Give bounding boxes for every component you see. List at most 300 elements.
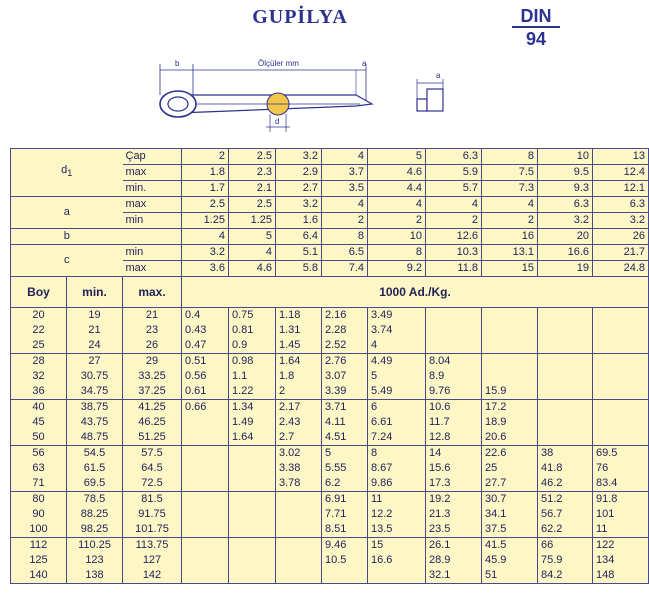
- weight-cell: [482, 308, 538, 324]
- weight-cell: 15.9: [482, 384, 538, 400]
- spec-value: 2.7: [276, 181, 322, 197]
- weight-cell: 14: [426, 446, 482, 462]
- weight-cell: [593, 384, 649, 400]
- table-row: [11, 553, 649, 568]
- spec-symbol: c: [64, 254, 70, 266]
- weight-cell: [322, 568, 368, 584]
- spec-row-name: [123, 229, 182, 245]
- spec-label-d1: [11, 149, 123, 197]
- dimension-table: [10, 148, 649, 584]
- weight-cell: 3.02: [276, 446, 322, 462]
- weight-cell: 7.71: [322, 507, 368, 522]
- dim-a-label: a: [362, 59, 367, 68]
- boy-cell: 125: [11, 553, 67, 568]
- max-cell: 46.25: [123, 415, 182, 430]
- weight-cell: [276, 492, 322, 508]
- weight-cell: [538, 354, 593, 370]
- weight-cell: [538, 430, 593, 446]
- min-cell: 21: [67, 323, 123, 338]
- weight-cell: 45.9: [482, 553, 538, 568]
- max-cell: 81.5: [123, 492, 182, 508]
- spec-value: 4.6: [368, 165, 426, 181]
- max-cell: 29: [123, 354, 182, 370]
- weight-cell: 6: [368, 400, 426, 416]
- boy-cell: 50: [11, 430, 67, 446]
- weight-cell: 7.24: [368, 430, 426, 446]
- spec-value: 5: [368, 149, 426, 165]
- weight-cell: 4.51: [322, 430, 368, 446]
- weight-cell: [426, 323, 482, 338]
- spec-symbol: a: [63, 206, 70, 218]
- header-max: max.: [123, 277, 182, 308]
- spec-value: 2: [482, 213, 538, 229]
- weight-cell: [593, 369, 649, 384]
- spec-value: 4: [482, 197, 538, 213]
- weight-cell: 1.22: [229, 384, 276, 400]
- table-row: [11, 400, 649, 416]
- weight-cell: 0.4: [182, 308, 229, 324]
- weight-cell: [229, 553, 276, 568]
- spec-value: 2: [426, 213, 482, 229]
- min-cell: 61.5: [67, 461, 123, 476]
- spec-row-name: min: [123, 245, 182, 261]
- spec-symbol: b: [63, 230, 70, 242]
- spec-value: 4: [368, 197, 426, 213]
- spec-value: 2.5: [182, 197, 229, 213]
- weight-cell: 19.2: [426, 492, 482, 508]
- weight-cell: [538, 384, 593, 400]
- weight-cell: 1.49: [229, 415, 276, 430]
- spec-row-d1: [11, 149, 649, 165]
- table-row: [11, 430, 649, 446]
- weight-cell: [229, 476, 276, 492]
- spec-value: 10: [368, 229, 426, 245]
- weight-cell: 91.8: [593, 492, 649, 508]
- boy-cell: 140: [11, 568, 67, 584]
- weight-cell: [538, 415, 593, 430]
- min-cell: 88.25: [67, 507, 123, 522]
- spec-value: 3.5: [322, 181, 368, 197]
- max-cell: 41.25: [123, 400, 182, 416]
- weight-cell: [368, 568, 426, 584]
- weight-cell: 5.55: [322, 461, 368, 476]
- max-cell: 37.25: [123, 384, 182, 400]
- weight-cell: 2.17: [276, 400, 322, 416]
- weight-cell: 6.2: [322, 476, 368, 492]
- weight-cell: 26.1: [426, 538, 482, 554]
- weight-cell: 41.8: [538, 461, 593, 476]
- min-cell: 38.75: [67, 400, 123, 416]
- weight-cell: 3.78: [276, 476, 322, 492]
- table-row: [11, 354, 649, 370]
- min-cell: 24: [67, 338, 123, 354]
- spec-row-b: [11, 229, 649, 245]
- weight-cell: 46.2: [538, 476, 593, 492]
- weight-cell: 1.64: [276, 354, 322, 370]
- weight-cell: 3.38: [276, 461, 322, 476]
- spec-row-name: Çap: [123, 149, 182, 165]
- spec-value: 2: [368, 213, 426, 229]
- weight-cell: [482, 354, 538, 370]
- spec-value: 12.6: [426, 229, 482, 245]
- weight-cell: 20.6: [482, 430, 538, 446]
- max-cell: 91.75: [123, 507, 182, 522]
- weight-cell: 3.74: [368, 323, 426, 338]
- weight-cell: [538, 400, 593, 416]
- max-cell: 72.5: [123, 476, 182, 492]
- weight-cell: 122: [593, 538, 649, 554]
- spec-value: 16.6: [538, 245, 593, 261]
- spec-label-a: [11, 197, 123, 229]
- weight-cell: [182, 522, 229, 538]
- spec-value: 8: [368, 245, 426, 261]
- weight-cell: [426, 308, 482, 324]
- weight-cell: 10.5: [322, 553, 368, 568]
- spec-row-name: max: [123, 165, 182, 181]
- weight-cell: [593, 308, 649, 324]
- weight-cell: 12.8: [426, 430, 482, 446]
- weight-cell: 76: [593, 461, 649, 476]
- weight-cell: 1.18: [276, 308, 322, 324]
- weight-cell: 18.9: [482, 415, 538, 430]
- weight-cell: 8.04: [426, 354, 482, 370]
- weight-cell: 2: [276, 384, 322, 400]
- spec-value: 20: [538, 229, 593, 245]
- weight-cell: [229, 568, 276, 584]
- weight-cell: 8.9: [426, 369, 482, 384]
- weight-cell: 4.11: [322, 415, 368, 430]
- weight-cell: 69.5: [593, 446, 649, 462]
- weight-cell: 15.6: [426, 461, 482, 476]
- min-cell: 98.25: [67, 522, 123, 538]
- spec-value: 7.4: [322, 261, 368, 277]
- min-cell: 54.5: [67, 446, 123, 462]
- min-cell: 19: [67, 308, 123, 324]
- weight-cell: 34.1: [482, 507, 538, 522]
- spec-value: 6.3: [538, 197, 593, 213]
- spec-value: 2: [322, 213, 368, 229]
- spec-value: 26: [593, 229, 649, 245]
- spec-section: [11, 149, 649, 277]
- spec-value: 11.8: [426, 261, 482, 277]
- spec-value: 4: [322, 149, 368, 165]
- weight-cell: 2.7: [276, 430, 322, 446]
- weight-cell: 23.5: [426, 522, 482, 538]
- weight-section: [11, 277, 649, 584]
- weight-cell: 1.31: [276, 323, 322, 338]
- weight-cell: [593, 415, 649, 430]
- table-row: [11, 384, 649, 400]
- weight-header-row: [11, 277, 649, 308]
- weight-cell: 16.6: [368, 553, 426, 568]
- table-row: [11, 461, 649, 476]
- max-cell: 142: [123, 568, 182, 584]
- weight-cell: [593, 354, 649, 370]
- weight-cell: 2.52: [322, 338, 368, 354]
- boy-cell: 100: [11, 522, 67, 538]
- weight-cell: [482, 323, 538, 338]
- spec-row-name: min: [123, 213, 182, 229]
- weight-cell: [182, 430, 229, 446]
- weight-cell: 1.34: [229, 400, 276, 416]
- max-cell: 23: [123, 323, 182, 338]
- spec-value: 7.3: [482, 181, 538, 197]
- spec-value: 4: [322, 197, 368, 213]
- spec-value: 3.2: [276, 149, 322, 165]
- spec-value: 12.4: [593, 165, 649, 181]
- spec-value: 4.6: [229, 261, 276, 277]
- weight-cell: 4: [368, 338, 426, 354]
- weight-cell: 0.75: [229, 308, 276, 324]
- spec-value: 2.9: [276, 165, 322, 181]
- table-row: [11, 323, 649, 338]
- min-cell: 43.75: [67, 415, 123, 430]
- spec-value: 9.2: [368, 261, 426, 277]
- max-cell: 33.25: [123, 369, 182, 384]
- weight-cell: 148: [593, 568, 649, 584]
- spec-value: 6.3: [593, 197, 649, 213]
- spec-value: 3.6: [182, 261, 229, 277]
- weight-cell: [182, 568, 229, 584]
- spec-value: 6.4: [276, 229, 322, 245]
- table-row: [11, 446, 649, 462]
- spec-value: 4: [229, 245, 276, 261]
- min-cell: 27: [67, 354, 123, 370]
- weight-cell: 83.4: [593, 476, 649, 492]
- spec-value: 3.2: [182, 245, 229, 261]
- max-cell: 113.75: [123, 538, 182, 554]
- spec-value: 13.1: [482, 245, 538, 261]
- spec-symbol-sub: 1: [67, 168, 73, 179]
- weight-cell: [593, 400, 649, 416]
- header-boy: Boy: [11, 277, 67, 308]
- spec-value: 1.8: [182, 165, 229, 181]
- weight-cell: 3.71: [322, 400, 368, 416]
- weight-cell: [276, 522, 322, 538]
- spec-value: 3.2: [593, 213, 649, 229]
- spec-value: 2.5: [229, 149, 276, 165]
- spec-value: 24.8: [593, 261, 649, 277]
- weight-cell: 41.5: [482, 538, 538, 554]
- spec-value: 4.4: [368, 181, 426, 197]
- weight-cell: 25: [482, 461, 538, 476]
- spec-row-a: [11, 197, 649, 213]
- weight-cell: 2.76: [322, 354, 368, 370]
- weight-cell: 37.5: [482, 522, 538, 538]
- spec-label-c: [11, 245, 123, 277]
- side-a-label: a: [436, 71, 441, 80]
- spec-value: 6.5: [322, 245, 368, 261]
- weight-cell: [538, 323, 593, 338]
- weight-cell: 9.86: [368, 476, 426, 492]
- weight-cell: 28.9: [426, 553, 482, 568]
- weight-cell: 12.2: [368, 507, 426, 522]
- weight-cell: [182, 415, 229, 430]
- weight-cell: [593, 338, 649, 354]
- weight-cell: [538, 338, 593, 354]
- weight-cell: 13.5: [368, 522, 426, 538]
- min-cell: 30.75: [67, 369, 123, 384]
- weight-cell: [276, 553, 322, 568]
- boy-cell: 22: [11, 323, 67, 338]
- max-cell: 51.25: [123, 430, 182, 446]
- spec-value: 1.6: [276, 213, 322, 229]
- spec-row-name: max: [123, 261, 182, 277]
- boy-cell: 71: [11, 476, 67, 492]
- table-row: [11, 538, 649, 554]
- weight-cell: 27.7: [482, 476, 538, 492]
- weight-cell: 56.7: [538, 507, 593, 522]
- weight-cell: 101: [593, 507, 649, 522]
- boy-cell: 63: [11, 461, 67, 476]
- weight-cell: [538, 369, 593, 384]
- weight-cell: 17.3: [426, 476, 482, 492]
- boy-cell: 32: [11, 369, 67, 384]
- weight-cell: 4.49: [368, 354, 426, 370]
- weight-cell: [229, 492, 276, 508]
- max-cell: 101.75: [123, 522, 182, 538]
- boy-cell: 36: [11, 384, 67, 400]
- weight-cell: [229, 538, 276, 554]
- weight-cell: [538, 308, 593, 324]
- weight-cell: 0.81: [229, 323, 276, 338]
- weight-cell: 9.76: [426, 384, 482, 400]
- spec-symbol: d: [61, 164, 68, 177]
- spec-row-c: [11, 245, 649, 261]
- spec-value: 1.25: [229, 213, 276, 229]
- weight-cell: [182, 476, 229, 492]
- page-title: GUPİLYA: [252, 6, 348, 28]
- weight-cell: 1.64: [229, 430, 276, 446]
- spec-value: 3.7: [322, 165, 368, 181]
- weight-cell: [482, 369, 538, 384]
- min-cell: 48.75: [67, 430, 123, 446]
- weight-cell: [593, 323, 649, 338]
- spec-value: 5.9: [426, 165, 482, 181]
- max-cell: 64.5: [123, 461, 182, 476]
- weight-cell: 30.7: [482, 492, 538, 508]
- table-row: [11, 568, 649, 584]
- weight-cell: 5: [322, 446, 368, 462]
- weight-cell: 0.43: [182, 323, 229, 338]
- table-row: [11, 522, 649, 538]
- spec-value: 10: [538, 149, 593, 165]
- spec-value: 10.3: [426, 245, 482, 261]
- table-row: [11, 492, 649, 508]
- spec-value: 4: [426, 197, 482, 213]
- weight-cell: [182, 461, 229, 476]
- weight-cell: [182, 446, 229, 462]
- weight-cell: 0.66: [182, 400, 229, 416]
- spec-value: 1.25: [182, 213, 229, 229]
- weight-cell: 75.9: [538, 553, 593, 568]
- weight-cell: [229, 507, 276, 522]
- spec-value: 6.3: [426, 149, 482, 165]
- header-min: min.: [67, 277, 123, 308]
- weight-cell: 1.8: [276, 369, 322, 384]
- weight-cell: [182, 492, 229, 508]
- weight-cell: 5.49: [368, 384, 426, 400]
- weight-cell: 3.39: [322, 384, 368, 400]
- spec-value: 2.5: [229, 197, 276, 213]
- max-cell: 26: [123, 338, 182, 354]
- weight-cell: 11: [593, 522, 649, 538]
- weight-cell: 51.2: [538, 492, 593, 508]
- min-cell: 123: [67, 553, 123, 568]
- spec-value: 8: [322, 229, 368, 245]
- weight-cell: 21.3: [426, 507, 482, 522]
- weight-cell: 51: [482, 568, 538, 584]
- boy-cell: 56: [11, 446, 67, 462]
- boy-cell: 80: [11, 492, 67, 508]
- weight-cell: 0.47: [182, 338, 229, 354]
- din-number: 94: [525, 29, 547, 49]
- weight-cell: 15: [368, 538, 426, 554]
- spec-value: 21.7: [593, 245, 649, 261]
- weight-cell: 66: [538, 538, 593, 554]
- spec-value: 2.1: [229, 181, 276, 197]
- spec-value: 4: [182, 229, 229, 245]
- spec-row-name: min.: [123, 181, 182, 197]
- spec-value: 2: [182, 149, 229, 165]
- spec-value: 2.3: [229, 165, 276, 181]
- spec-value: 5: [229, 229, 276, 245]
- spec-value: 1.7: [182, 181, 229, 197]
- weight-cell: 2.16: [322, 308, 368, 324]
- weight-cell: 2.43: [276, 415, 322, 430]
- spec-value: 8: [482, 149, 538, 165]
- boy-cell: 28: [11, 354, 67, 370]
- weight-cell: 22.6: [482, 446, 538, 462]
- dim-b-label: b: [175, 59, 180, 68]
- weight-cell: 11.7: [426, 415, 482, 430]
- weight-cell: [276, 568, 322, 584]
- spec-value: 7.5: [482, 165, 538, 181]
- weight-cell: 1.1: [229, 369, 276, 384]
- weight-cell: 5: [368, 369, 426, 384]
- weight-cell: [426, 338, 482, 354]
- spec-value: 5.7: [426, 181, 482, 197]
- table-row: [11, 415, 649, 430]
- min-cell: 110.25: [67, 538, 123, 554]
- max-cell: 21: [123, 308, 182, 324]
- boy-cell: 90: [11, 507, 67, 522]
- spec-value: 9.3: [538, 181, 593, 197]
- header-weight: 1000 Ad./Kg.: [182, 277, 649, 308]
- weight-cell: 0.56: [182, 369, 229, 384]
- weight-cell: 84.2: [538, 568, 593, 584]
- spec-value: 19: [538, 261, 593, 277]
- spec-value: 3.2: [538, 213, 593, 229]
- weight-cell: 8: [368, 446, 426, 462]
- weight-cell: 0.61: [182, 384, 229, 400]
- spec-value: 12.1: [593, 181, 649, 197]
- min-cell: 34.75: [67, 384, 123, 400]
- weight-cell: [229, 446, 276, 462]
- weight-cell: 9.46: [322, 538, 368, 554]
- boy-cell: 45: [11, 415, 67, 430]
- weight-cell: [229, 461, 276, 476]
- spec-value: 9.5: [538, 165, 593, 181]
- weight-cell: 62.2: [538, 522, 593, 538]
- weight-cell: [482, 338, 538, 354]
- weight-cell: 1.45: [276, 338, 322, 354]
- weight-cell: 2.28: [322, 323, 368, 338]
- spec-row-name: max: [123, 197, 182, 213]
- spec-value: 15: [482, 261, 538, 277]
- spec-value: 5.8: [276, 261, 322, 277]
- spec-value: 5.1: [276, 245, 322, 261]
